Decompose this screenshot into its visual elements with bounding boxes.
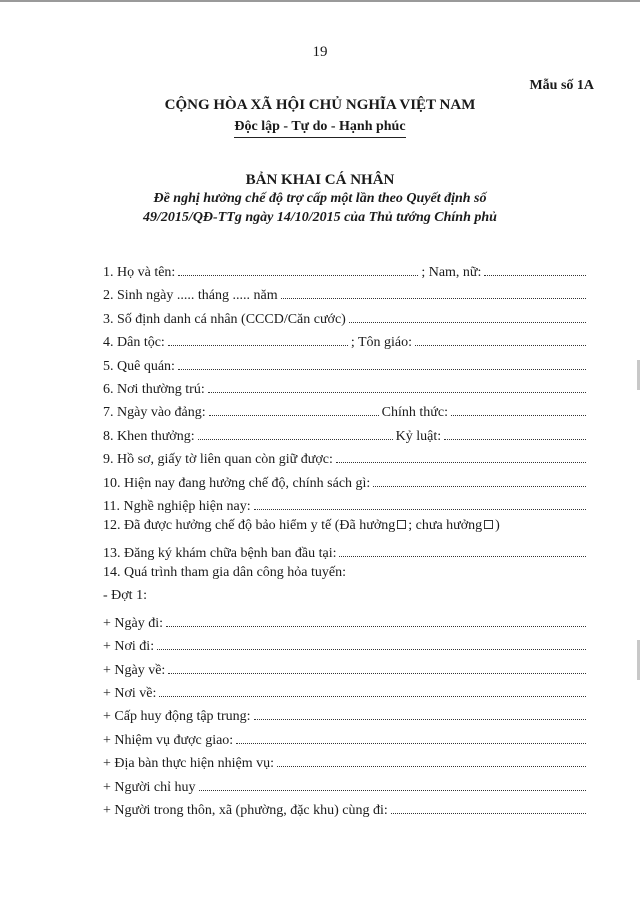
fill-line[interactable] xyxy=(391,799,586,814)
field-label: + Nơi về: xyxy=(103,686,157,702)
field-label: 9. Hồ sơ, giấy tờ liên quan còn giữ được: xyxy=(103,452,333,468)
form-code: Mẫu số 1A xyxy=(529,78,594,93)
fill-line[interactable] xyxy=(336,448,586,463)
field-label: + Người chỉ huy xyxy=(103,779,196,795)
field-assigned-task[interactable] xyxy=(103,729,589,752)
field-label: ; Nam, nữ: xyxy=(421,265,482,280)
fill-line[interactable] xyxy=(199,776,587,791)
field-label: 11. Nghề nghiệp hiện nay: xyxy=(103,498,251,514)
phase-heading xyxy=(103,588,589,611)
field-label: 1. Họ và tên: xyxy=(103,265,176,280)
fill-line[interactable] xyxy=(236,729,586,744)
fill-line[interactable] xyxy=(168,659,586,674)
document-title: BẢN KHAI CÁ NHÂN xyxy=(245,172,395,188)
field-departure-date[interactable] xyxy=(103,612,589,635)
fill-line[interactable] xyxy=(159,682,586,697)
checkbox-received[interactable] xyxy=(397,520,406,529)
fill-line[interactable] xyxy=(254,495,586,510)
field-label: + Người trong thôn, xã (phường, đặc khu) cùng đi: xyxy=(103,802,388,818)
field-companions[interactable] xyxy=(103,799,589,822)
field-label: 3. Số định danh cá nhân (CCCD/Căn cước) xyxy=(103,311,346,327)
field-label: + Nơi đi: xyxy=(103,639,155,655)
fill-line[interactable] xyxy=(451,401,586,416)
field-label: + Nhiệm vụ được giao: xyxy=(103,732,234,748)
fill-line[interactable] xyxy=(168,331,348,346)
fill-line[interactable] xyxy=(349,308,586,323)
field-full-name[interactable] xyxy=(103,261,589,284)
field-label: + Địa bàn thực hiện nhiệm vụ: xyxy=(103,756,275,772)
fill-line[interactable] xyxy=(254,705,587,720)
fill-line[interactable] xyxy=(198,425,393,440)
fill-line[interactable] xyxy=(166,612,586,627)
field-label: ) xyxy=(495,518,500,534)
field-label: ; Tôn giáo: xyxy=(350,335,413,351)
field-health-insurance[interactable] xyxy=(103,518,589,541)
field-related-documents[interactable] xyxy=(103,448,589,471)
fill-line[interactable] xyxy=(208,378,586,393)
field-ethnicity-religion[interactable] xyxy=(103,331,589,354)
national-motto: Độc lập - Tự do - Hạnh phúc xyxy=(234,119,405,138)
field-label: ; chưa hưởng xyxy=(408,518,483,534)
field-party-entry[interactable] xyxy=(103,401,589,424)
field-label: 6. Nơi thường trú: xyxy=(103,381,205,397)
field-label: Chính thức: xyxy=(381,405,448,421)
page-number: 19 xyxy=(312,44,328,60)
national-title: CỘNG HÒA XÃ HỘI CHỦ NGHĨA VIỆT NAM xyxy=(164,97,476,113)
field-commander[interactable] xyxy=(103,776,589,799)
fill-line[interactable] xyxy=(281,284,586,299)
phase-label: - Đợt 1: xyxy=(103,588,147,604)
form-fields xyxy=(103,261,589,822)
field-label: 4. Dân tộc: xyxy=(103,335,165,351)
fill-line[interactable] xyxy=(178,261,418,276)
document-subtitle: Đề nghị hưởng chế độ trợ cấp một lần theo Quyết định số 49/2015/QĐ-TTg ngày 14/10/2015 của Thủ tướng Chính phủ xyxy=(143,191,497,225)
field-label: 10. Hiện nay đang hưởng chế độ, chính sách gì: xyxy=(103,475,371,491)
field-label: 2. Sinh ngày ..... tháng ..... năm xyxy=(103,288,278,304)
field-label: + Cấp huy động tập trung: xyxy=(103,709,251,725)
field-return-date[interactable] xyxy=(103,659,589,682)
fill-line[interactable] xyxy=(339,542,586,557)
fill-line[interactable] xyxy=(209,401,379,416)
field-label: 14. Quá trình tham gia dân công hỏa tuyến: xyxy=(103,565,346,581)
field-residence[interactable] xyxy=(103,378,589,401)
field-label: 7. Ngày vào đảng: xyxy=(103,405,206,421)
field-label: 8. Khen thưởng: xyxy=(103,428,195,444)
field-occupation[interactable] xyxy=(103,495,589,518)
fill-line[interactable] xyxy=(157,635,586,650)
field-departure-place[interactable] xyxy=(103,635,589,658)
field-label: Kỷ luật: xyxy=(395,428,442,444)
field-label: + Ngày đi: xyxy=(103,615,163,631)
fill-line[interactable] xyxy=(373,472,586,487)
fill-line[interactable] xyxy=(277,752,586,767)
scan-top-edge xyxy=(0,0,640,2)
motto-wrapper xyxy=(0,117,640,138)
field-service-history xyxy=(103,565,589,588)
field-label: 12. Đã được hưởng chế độ bảo hiểm y tế (Đã hưởng xyxy=(103,518,396,534)
field-label: 13. Đăng ký khám chữa bệnh ban đầu tại: xyxy=(103,545,337,561)
field-label: 5. Quê quán: xyxy=(103,358,175,374)
fill-line[interactable] xyxy=(178,355,586,370)
field-label: + Ngày về: xyxy=(103,662,166,678)
checkbox-not-received[interactable] xyxy=(484,520,493,529)
field-primary-clinic[interactable] xyxy=(103,542,589,565)
field-mobilization-level[interactable] xyxy=(103,705,589,728)
field-hometown[interactable] xyxy=(103,355,589,378)
field-return-place[interactable] xyxy=(103,682,589,705)
field-date-of-birth[interactable] xyxy=(103,284,589,307)
field-task-area[interactable] xyxy=(103,752,589,775)
fill-line[interactable] xyxy=(484,261,586,276)
fill-line[interactable] xyxy=(415,331,586,346)
field-reward-discipline[interactable] xyxy=(103,425,589,448)
field-current-policy[interactable] xyxy=(103,472,589,495)
fill-line[interactable] xyxy=(444,425,586,440)
field-personal-id[interactable] xyxy=(103,308,589,331)
